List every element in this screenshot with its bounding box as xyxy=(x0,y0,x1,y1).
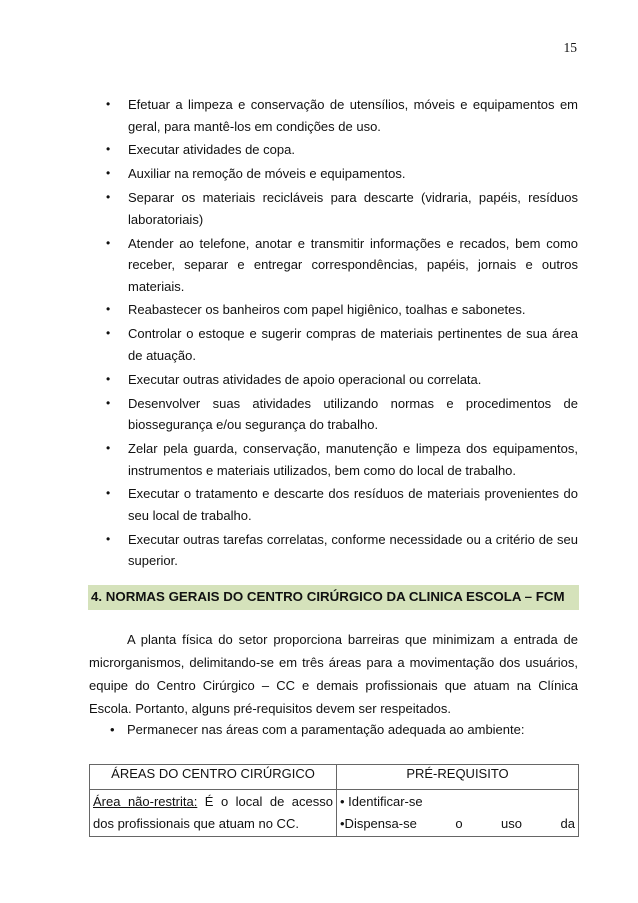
duties-list xyxy=(91,94,578,574)
areas-table xyxy=(89,764,579,837)
bullet-icon: • xyxy=(110,722,115,737)
bullet-icon: • xyxy=(106,166,111,181)
bullet-icon: • xyxy=(106,302,111,317)
list-item xyxy=(91,299,578,321)
section-heading-band xyxy=(88,585,579,610)
sub-bullet-text: Permanecer nas áreas com a paramentação adequada ao ambiente: xyxy=(127,722,525,737)
section-title: 4. NORMAS GERAIS DO CENTRO CIRÚRGICO DA CLINICA ESCOLA – FCM xyxy=(91,589,565,604)
table-header-row xyxy=(90,765,579,790)
list-item-text: Desenvolver suas atividades utilizando normas e procedimentos de biossegurança e/ou segurança do trabalho. xyxy=(128,395,578,433)
bullet-icon: • xyxy=(106,486,111,501)
bullet-icon: • xyxy=(106,395,111,410)
bullet-icon: • xyxy=(106,531,111,546)
body-paragraph: A planta física do setor proporciona barreiras que minimizam a entrada de microrganismos, delimitando-se em três áreas para a movimentação dos usuários, equipe do Centro Cirúrgico – CC e demais profissionais que atuam na Clínica Escola. Portanto, alguns pré-requisitos devem ser respeitados. xyxy=(89,632,578,716)
area-term: Área não-restrita: xyxy=(93,794,198,809)
bullet-icon: • xyxy=(106,235,111,250)
list-item-text: Auxiliar na remoção de móveis e equipamentos. xyxy=(128,166,406,182)
list-item xyxy=(91,438,578,481)
list-item xyxy=(91,323,578,366)
list-item-text: Efetuar a limpeza e conservação de utensílios, móveis e equipamentos em geral, para mantê-los em condições de uso. xyxy=(128,97,578,134)
list-item xyxy=(91,529,578,572)
list-item xyxy=(91,163,578,185)
list-item-text: Executar atividades de copa. xyxy=(128,142,295,158)
prerequisite-cell xyxy=(337,790,579,837)
list-item xyxy=(91,233,578,298)
list-item-text: Executar outras tarefas correlatas, conforme necessidade ou a critério de seu superior. xyxy=(128,531,578,569)
table-row xyxy=(90,790,579,837)
column-header-areas: ÁREAS DO CENTRO CIRÚRGICO xyxy=(90,765,337,790)
list-item xyxy=(91,393,578,436)
list-item xyxy=(91,94,578,137)
list-item-text: Executar o tratamento e descarte dos resíduos de materiais provenientes do seu local de trabalho. xyxy=(128,486,578,523)
list-item-text: Separar os materiais recicláveis para descarte (vidraria, papéis, resíduos laboratoriais) xyxy=(128,190,578,227)
list-item-text: Atender ao telefone, anotar e transmitir informações e recados, bem como receber, separar e entregar correspondências, papéis, jornais e outros materiais. xyxy=(128,235,578,294)
bullet-icon: • xyxy=(106,441,111,456)
prerequisite-line: • Identificar-se xyxy=(340,794,423,809)
bullet-icon: • xyxy=(106,190,111,205)
sub-bullet-item xyxy=(110,722,524,737)
list-item-text: Reabastecer os banheiros com papel higiênico, toalhas e sabonetes. xyxy=(128,302,526,318)
list-item-text: Zelar pela guarda, conservação, manutenção e limpeza dos equipamentos, instrumentos e materiais utilizados, bem como do local de trabalho. xyxy=(128,441,578,478)
area-description: É o local de acesso dos profissionais que atuam no CC. xyxy=(93,794,333,831)
bullet-icon: • xyxy=(106,371,111,386)
list-item xyxy=(91,483,578,526)
list-item-text: Executar outras atividades de apoio operacional ou correlata. xyxy=(128,371,482,387)
bullet-icon: • xyxy=(106,97,111,111)
column-header-prerequisite: PRÉ-REQUISITO xyxy=(337,765,579,790)
prerequisite-line: •Dispensa-se o uso da xyxy=(340,816,575,831)
page-number: 15 xyxy=(563,40,577,55)
list-item xyxy=(91,369,578,391)
bullet-icon: • xyxy=(106,326,111,341)
list-item xyxy=(91,139,578,161)
list-item-text: Controlar o estoque e sugerir compras de materiais pertinentes de sua área de atuação. xyxy=(128,326,578,363)
area-cell xyxy=(90,790,337,837)
bullet-icon: • xyxy=(106,142,111,157)
list-item xyxy=(91,187,578,230)
